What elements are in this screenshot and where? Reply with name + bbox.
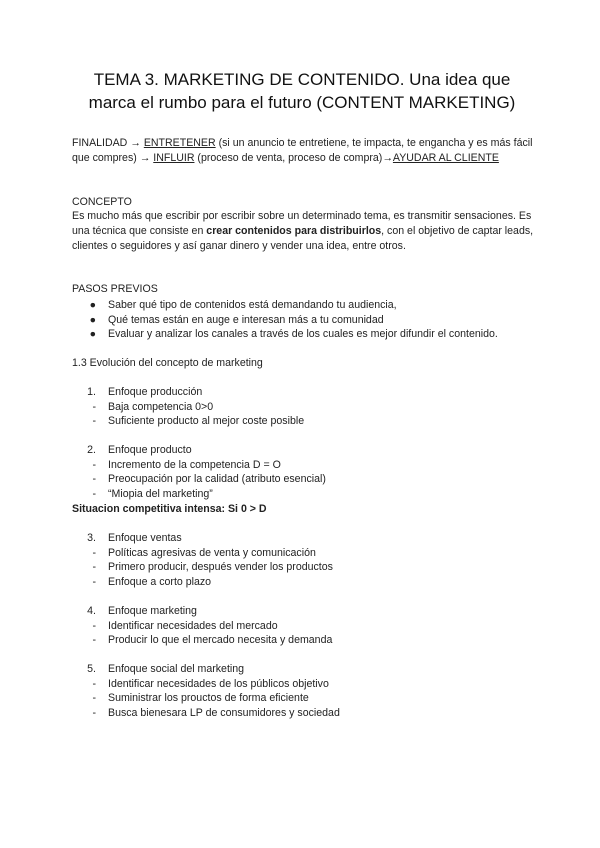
concepto-text-1: Es mucho más que escribir por escribir sobre un determinado tema, es transmitir sensaciones. Es una técnica que consiste en — [72, 210, 532, 237]
list-marker: - — [92, 634, 96, 647]
title-line-1: TEMA 3. MARKETING DE CONTENIDO. Una idea que — [93, 70, 511, 89]
enfoque-dash-item-text: Preocupación por la calidad (atributo esencial) — [108, 473, 326, 486]
pasos-bullet-item-text: Saber qué tipo de contenidos está demandando tu audiencia, — [108, 299, 397, 311]
list-marker: - — [92, 706, 96, 719]
list-marker: - — [92, 677, 96, 690]
title-line-2: marca el rumbo para el futuro (CONTENT MARKETING) — [88, 93, 516, 112]
enfoque-title-text: Enfoque producción — [108, 386, 203, 398]
list-marker: - — [92, 575, 96, 588]
enfoque-dash-item-text: Políticas agresivas de venta y comunicación — [108, 546, 316, 559]
list-marker: 3. — [87, 532, 96, 544]
concepto-paragraph — [72, 209, 542, 254]
list-marker: 5. — [87, 663, 96, 675]
pasos-bullet-item-text: Evaluar y analizar los canales a través de los cuales es mejor difundir el contenido. — [108, 328, 498, 340]
enfoque-dash-item-text: Busca bienesara LP de consumidores y sociedad — [108, 706, 340, 719]
finalidad-paragraph — [72, 136, 542, 166]
enfoque-title-text: Enfoque social del marketing — [108, 663, 245, 675]
finalidad-text-2: (proceso de venta, proceso de compra)→ — [197, 152, 393, 164]
concepto-bold: crear contenidos para distribuirlos — [206, 225, 382, 237]
finalidad-text-1: (si un anuncio te entretiene, te impacta, te engancha y es más fácil que compres) → — [72, 137, 533, 164]
list-marker: - — [92, 415, 96, 428]
enfoque-dash-item-text: “Miopia del marketing” — [108, 487, 213, 500]
pasos-heading: PASOS PREVIOS — [72, 283, 158, 295]
list-marker: - — [92, 619, 96, 632]
list-marker: - — [92, 546, 96, 559]
enfoque-dash-item-text: Incremento de la competencia D = O — [108, 458, 281, 471]
ayudar-term: AYUDAR AL CLIENTE — [392, 152, 499, 164]
pasos-bullet-item-text: Qué temas están en auge e interesan más a tu comunidad — [108, 314, 384, 326]
situacion-competitiva-text: Situacion competitiva intensa: Si 0 > D — [72, 503, 267, 515]
enfoque-title-text: Enfoque producto — [108, 444, 192, 456]
list-marker: 2. — [87, 444, 96, 456]
enfoque-dash-item-text: Suficiente producto al mejor coste posible — [108, 415, 305, 428]
list-marker: 1. — [87, 386, 96, 398]
list-marker: - — [92, 473, 96, 486]
enfoque-dash-item-text: Primero producir, después vender los productos — [108, 561, 333, 574]
enfoque-title-text: Enfoque marketing — [108, 605, 197, 617]
enfoque-dash-item-text: Producir lo que el mercado necesita y demanda — [108, 634, 333, 647]
concepto-text-2: , con el objetivo de captar leads, clientes o seguidores y así ganar dinero y vender una idea, entre otros. — [72, 225, 534, 252]
list-marker: ● — [89, 299, 96, 311]
enfoque-dash-item-text: Suministrar los prouctos de forma eficiente — [108, 692, 309, 705]
list-marker: 4. — [87, 605, 96, 617]
list-marker: ● — [89, 314, 96, 326]
entretener-term: ENTRETENER — [143, 137, 216, 149]
list-marker: - — [92, 487, 96, 500]
enfoque-dash-item-text: Identificar necesidades del mercado — [108, 619, 278, 632]
enfoque-dash-item-text: Enfoque a corto plazo — [108, 575, 212, 588]
concepto-heading: CONCEPTO — [72, 196, 132, 208]
finalidad-label: FINALIDAD → — [72, 137, 141, 149]
enfoque-title-text: Enfoque ventas — [108, 532, 182, 544]
list-marker: - — [92, 561, 96, 574]
influir-term: INFLUIR — [153, 152, 195, 164]
evolucion-heading-text: 1.3 Evolución del concepto de marketing — [72, 357, 263, 369]
list-marker: - — [92, 692, 96, 705]
enfoque-dash-item-text: Baja competencia 0>0 — [108, 400, 214, 413]
list-marker: - — [92, 458, 96, 471]
list-marker: ● — [89, 328, 96, 340]
list-marker: - — [92, 400, 96, 413]
enfoque-dash-item-text: Identificar necesidades de los públicos objetivo — [108, 677, 329, 690]
document-title — [72, 68, 532, 114]
